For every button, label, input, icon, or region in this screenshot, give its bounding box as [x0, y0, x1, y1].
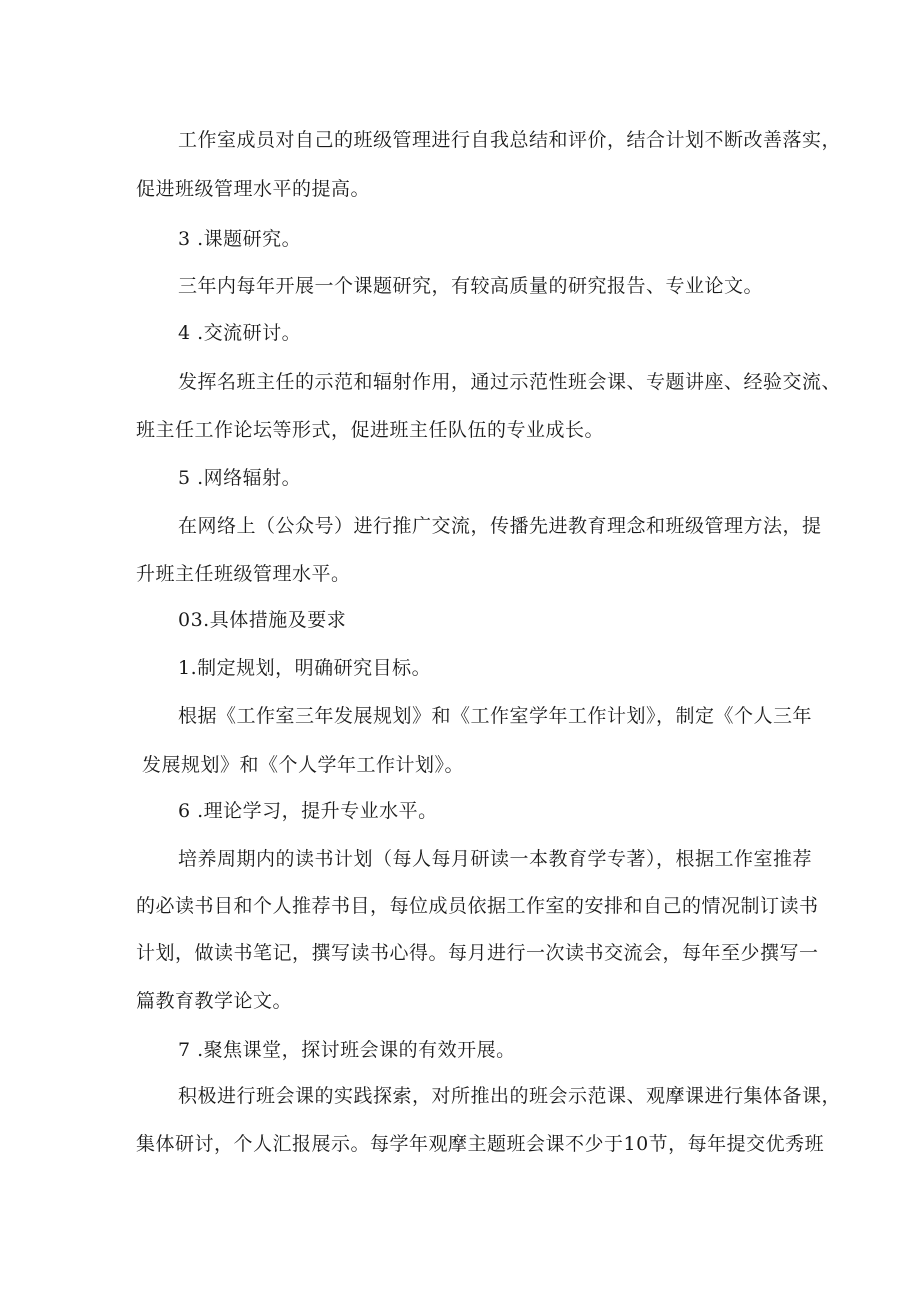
text-line: 篇教育教学论文。	[136, 990, 293, 1012]
section-heading: 4 .交流研讨。	[178, 322, 302, 344]
text-line: 三年内每年开展一个课题研究，有较高质量的研究报告、专业论文。	[178, 275, 764, 297]
text-line: 发挥名班主任的示范和辐射作用，通过示范性班会课、专题讲座、经验交流、	[178, 371, 842, 393]
text-line: 根据《工作室三年发展规划》和《工作室学年工作计划》，制定《个人三年	[178, 705, 813, 727]
section-heading: 6 .理论学习，提升专业水平。	[178, 800, 438, 822]
text-line: 发展规划》和《个人学年工作计划》。	[142, 754, 465, 776]
text-line: 班主任工作论坛等形式，促进班主任队伍的专业成长。	[136, 419, 605, 441]
section-heading: 5 .网络辐射。	[178, 467, 302, 489]
text-line: 积极进行班会课的实践探索，对所推出的班会示范课、观摩课进行集体备课，	[178, 1085, 842, 1107]
text-line: 在网络上（公众号）进行推广交流，传播先进教育理念和班级管理方法，提	[178, 515, 822, 537]
text-line: 计划，做读书笔记，撰写读书心得。每月进行一次读书交流会，每年至少撰写一	[136, 942, 819, 964]
section-heading: 7 .聚焦课堂，探讨班会课的有效开展。	[178, 1039, 516, 1061]
text-line: 培养周期内的读书计划（每人每月研读一本教育学专著），根据工作室推荐	[178, 848, 813, 870]
section-heading: 1.制定规划，明确研究目标。	[178, 657, 432, 679]
section-heading: 3 .课题研究。	[178, 228, 302, 250]
text-line: 集体研讨，个人汇报展示。每学年观摩主题班会课不少于10节，每年提交优秀班	[136, 1133, 825, 1155]
text-line: 工作室成员对自己的班级管理进行自我总结和评价，结合计划不断改善落实，	[178, 129, 842, 151]
text-line: 升班主任班级管理水平。	[136, 563, 351, 585]
text-line: 促进班级管理水平的提高。	[136, 178, 371, 200]
text-line: 的必读书目和个人推荐书目，每位成员依据工作室的安排和自己的情况制订读书	[136, 895, 819, 917]
section-heading: 03.具体措施及要求	[178, 609, 347, 631]
